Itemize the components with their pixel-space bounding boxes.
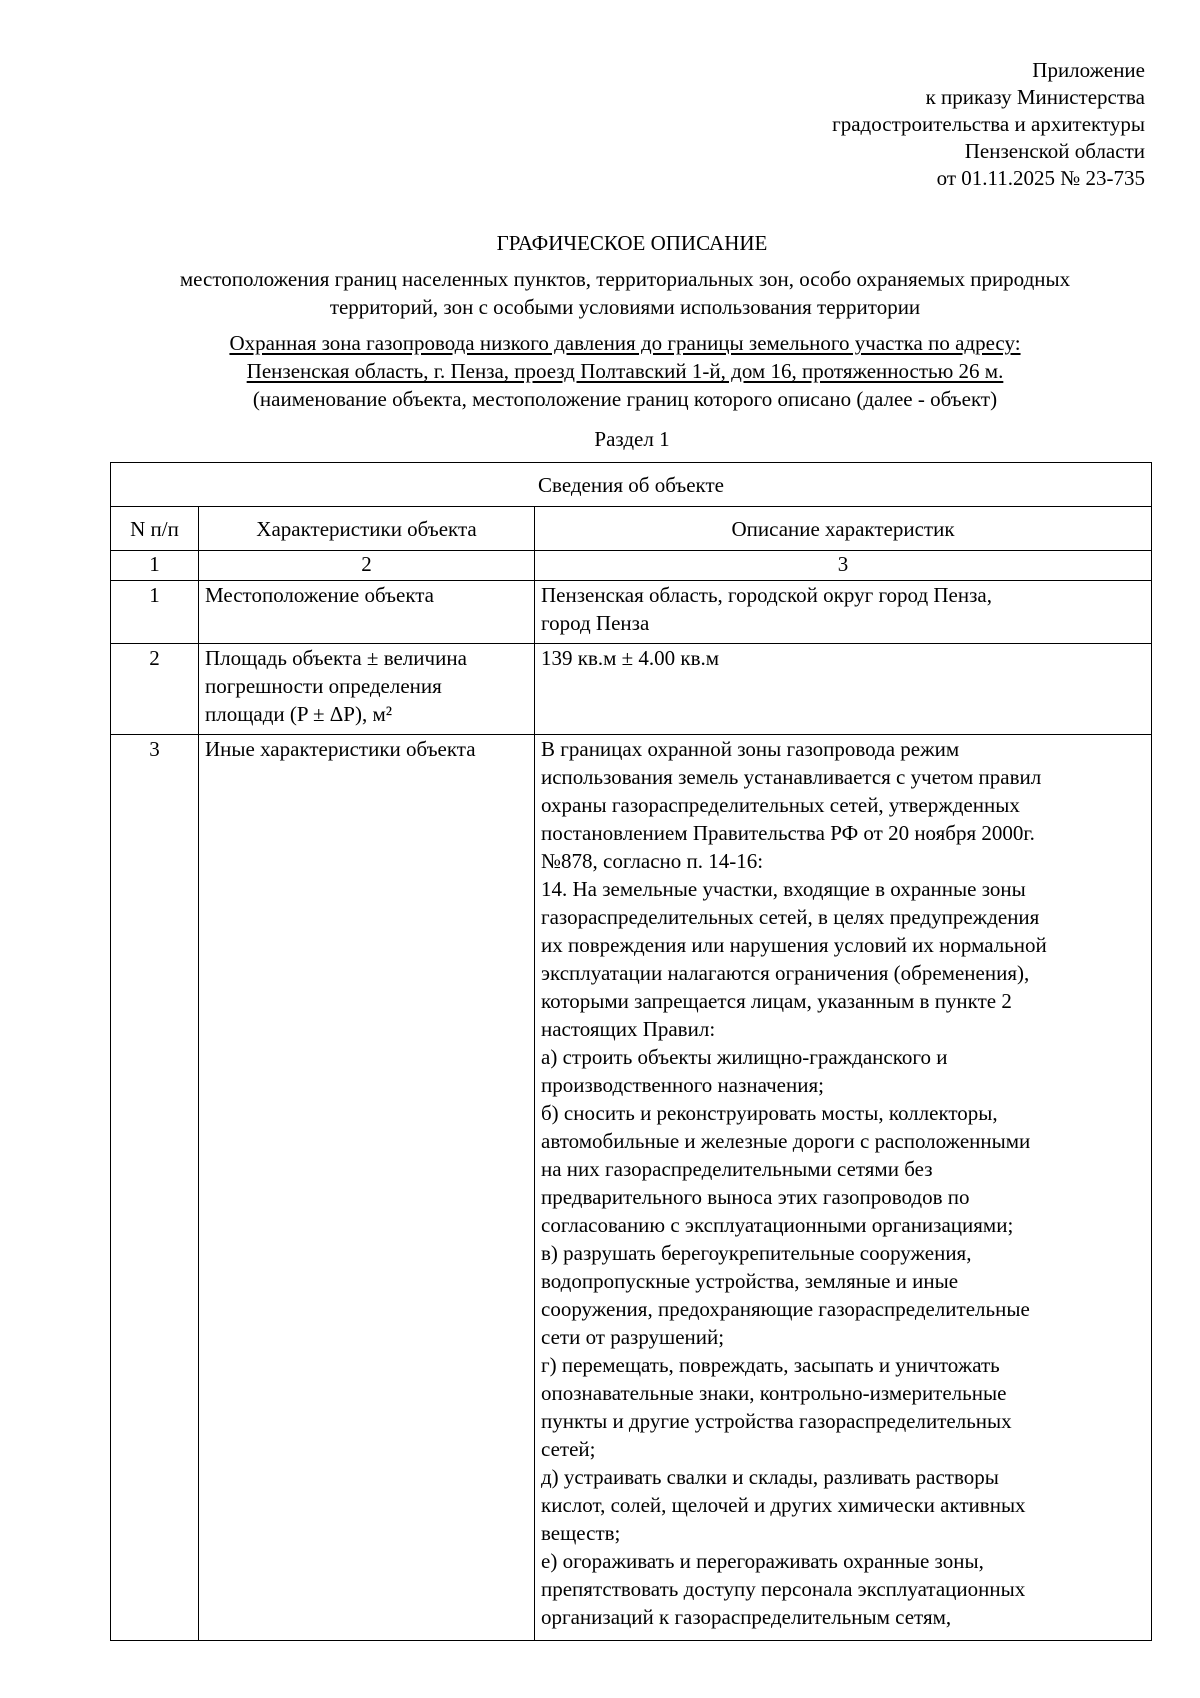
table-header-row [111, 507, 1152, 551]
row-description: Пензенская область, городской округ город Пенза, город Пенза [535, 581, 1152, 644]
object-hint: (наименование объекта, местоположение границ которого описано (далее - объект) [252, 387, 998, 411]
approval-line: к приказу Министерства [925, 85, 1145, 109]
approval-line: Приложение [1032, 58, 1145, 82]
row-characteristic: Площадь объекта ± величина погрешности определения площади (P ± ΔP), м² [199, 644, 535, 735]
row-characteristic: Иные характеристики объекта [199, 735, 535, 1641]
row-description: В границах охранной зоны газопровода режим использования земель устанавливается с учетом правил охраны газораспределительных сетей, утвержденных постановлением Правительства РФ от 20 ноября 2000г. №878, согласно п. 14-16: 14. На земельные участки, входящие в охранные зоны газораспределительных сетей, в целях предупреждения их повреждения или нарушения условий их нормальной эксплуатации налагаются ограничения (обременения), которыми запрещается лицам, указанным в пункте 2 настоящих Правил: а) строить объекты жилищно-гражданского и производственного назначения; б) сносить и реконструировать мосты, коллекторы, автомобильные и железные дороги с расположенными на них газораспределительными сетями без предварительного выноса этих газопроводов по согласованию с эксплуатационными организациями; в) разрушать берегоукрепительные сооружения, водопропускные устройства, земляные и иные сооружения, предохраняющие газораспределительные сети от разрушений; г) перемещать, повреждать, засыпать и уничтожать опознавательные знаки, контрольно-измерительные пункты и другие устройства газораспределительных сетей; д) устраивать свалки и склады, разливать растворы кислот, солей, щелочей и других химически активных веществ; е) огораживать и перегораживать охранные зоны, препятствовать доступу персонала эксплуатационных организаций к газораспределительным сетям, [535, 735, 1152, 1641]
table-caption: Сведения об объекте [111, 463, 1152, 507]
object-name [100, 329, 1150, 385]
row-number: 1 [111, 581, 199, 644]
object-name-line: Пензенская область, г. Пенза, проезд Полтавский 1-й, дом 16, протяженностью 26 м. [246, 359, 1004, 383]
table-caption-row [111, 463, 1152, 507]
approval-date-number: от 01.11.2025 № 23-735 [936, 166, 1145, 190]
approval-block [545, 57, 1145, 192]
column-number: 3 [535, 551, 1152, 581]
document-subtitle [100, 265, 1150, 321]
table-row [111, 644, 1152, 735]
row-number: 3 [111, 735, 199, 1641]
table-row [111, 735, 1152, 1641]
row-number: 2 [111, 644, 199, 735]
header-description: Описание характеристик [535, 507, 1152, 551]
approval-line: Пензенской области [964, 139, 1145, 163]
row-description: 139 кв.м ± 4.00 кв.м [535, 644, 1152, 735]
object-name-line: Охранная зона газопровода низкого давления до границы земельного участка по адресу: [229, 331, 1021, 355]
header-characteristic: Характеристики объекта [199, 507, 535, 551]
approval-line: градостроительства и архитектуры [832, 112, 1145, 136]
object-info-table [110, 462, 1152, 1641]
table-row [111, 581, 1152, 644]
subtitle-line: территорий, зон с особыми условиями использования территории [329, 295, 921, 319]
table-column-numbers-row [111, 551, 1152, 581]
header-number: N п/п [111, 507, 199, 551]
row-characteristic: Местоположение объекта [199, 581, 535, 644]
section-title: Раздел 1 [594, 427, 670, 451]
column-number: 1 [111, 551, 199, 581]
document-title: ГРАФИЧЕСКОЕ ОПИСАНИЕ [496, 231, 768, 255]
subtitle-line: местоположения границ населенных пунктов, территориальных зон, особо охраняемых природных [179, 267, 1071, 291]
column-number: 2 [199, 551, 535, 581]
